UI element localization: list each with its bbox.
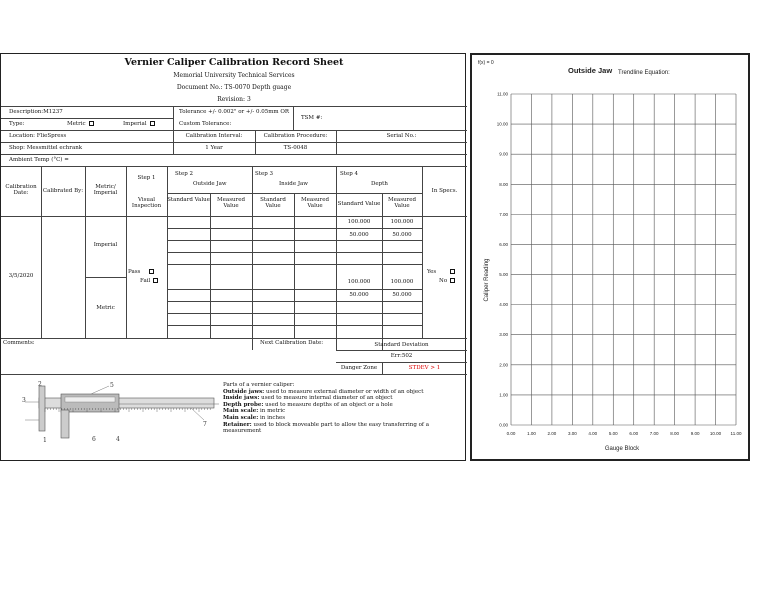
parts-item-desc: used to block moveable part to allow the easy transferring of a measurement bbox=[223, 421, 429, 435]
yes-label: Yes bbox=[427, 269, 437, 275]
serial-number[interactable]: Serial No.: bbox=[386, 133, 417, 139]
parts-description bbox=[223, 382, 463, 435]
parts-item-name: Main scale: bbox=[223, 414, 259, 421]
y-tick-label: 3.00 bbox=[499, 332, 508, 338]
procedure-label: Calibration Procedure: bbox=[263, 133, 328, 139]
trendline-label: Trendline Equation: bbox=[618, 70, 670, 76]
y-tick-label: 0.00 bbox=[499, 422, 508, 428]
chart-grid bbox=[511, 94, 736, 425]
tolerance: Tolerance +/- 0.002" or +/- 0.05mm OR bbox=[179, 109, 290, 115]
chart-formula: f(x) = 0 bbox=[478, 60, 494, 66]
y-tick-label: 8.00 bbox=[499, 181, 508, 187]
no-label: No bbox=[439, 278, 448, 284]
depth-std-3[interactable]: 100.000 bbox=[347, 279, 371, 285]
x-tick-label: 11.00 bbox=[730, 431, 742, 436]
x-tick-label: 0.00 bbox=[506, 431, 516, 436]
y-tick-label: 5.00 bbox=[499, 272, 508, 278]
fail-checkbox[interactable] bbox=[153, 278, 158, 283]
step1-header: Step 1 bbox=[137, 175, 156, 181]
description: Description:M1237 bbox=[9, 109, 63, 115]
pass-label: Pass bbox=[128, 269, 141, 275]
callout-4: 4 bbox=[116, 436, 120, 443]
x-tick-label: 7.00 bbox=[649, 431, 659, 436]
depth-std-4[interactable]: 50.000 bbox=[349, 292, 369, 298]
type-label: Type: bbox=[9, 121, 25, 127]
depth-meas-2[interactable]: 50.000 bbox=[392, 232, 412, 238]
x-tick-label: 9.00 bbox=[690, 431, 700, 436]
parts-item-name: Retainer: bbox=[223, 421, 252, 428]
metric-option[interactable] bbox=[67, 121, 94, 127]
parts-item-desc: in inches bbox=[258, 414, 286, 421]
depth-meas-1[interactable]: 100.000 bbox=[390, 219, 414, 225]
pass-option[interactable] bbox=[128, 269, 154, 275]
calibration-date-value[interactable]: 3/5/2020 bbox=[8, 273, 34, 279]
metric-row-label: Metric bbox=[96, 305, 115, 311]
in-specs-header: In Specs. bbox=[431, 188, 458, 194]
depth-measured-value-header: Measured Value bbox=[388, 197, 416, 210]
no-checkbox[interactable] bbox=[450, 278, 455, 283]
parts-item-name: Inside jaws: bbox=[223, 395, 260, 402]
parts-item-desc: in metric bbox=[258, 408, 286, 415]
x-tick-label: 6.00 bbox=[629, 431, 639, 436]
x-tick-label: 5.00 bbox=[608, 431, 618, 436]
parts-list bbox=[223, 389, 463, 435]
std-dev-label: Standard Deviation bbox=[374, 342, 429, 348]
depth-meas-3[interactable]: 100.000 bbox=[390, 279, 414, 285]
parts-item bbox=[223, 395, 463, 402]
x-tick-label: 8.00 bbox=[670, 431, 680, 436]
outside-jaw-header: Outside Jaw bbox=[193, 181, 227, 187]
step2-header: Step 2 bbox=[175, 171, 194, 177]
y-tick-label: 6.00 bbox=[499, 241, 508, 247]
y-axis-label: Caliper Reading bbox=[484, 258, 490, 302]
depth-header: Depth bbox=[371, 181, 388, 187]
id-standard-value-header: Standard Value bbox=[260, 197, 286, 210]
interval-label: Calibration Interval: bbox=[185, 133, 243, 139]
next-calibration-date[interactable]: Next Calibration Date: bbox=[260, 340, 324, 346]
document-number: Document No.: TS-0070 Depth guage bbox=[176, 84, 292, 91]
parts-item-desc: used to measure internal diameter of an object bbox=[259, 395, 393, 402]
chart-canvas bbox=[472, 55, 748, 459]
imperial-checkbox[interactable] bbox=[150, 121, 155, 126]
parts-item bbox=[223, 422, 463, 435]
y-tick-label: 7.00 bbox=[499, 211, 508, 217]
callout-5: 5 bbox=[110, 382, 114, 389]
org-name: Memorial University Technical Services bbox=[173, 72, 295, 79]
step4-header: Step 4 bbox=[340, 171, 359, 177]
visual-inspection-header: Visual Inspection bbox=[131, 197, 162, 210]
shop: Shop: Messmittel echrank bbox=[9, 145, 83, 151]
metric-imperial-header: Metric/ Imperial bbox=[93, 184, 118, 197]
yes-checkbox[interactable] bbox=[450, 269, 455, 274]
calibrated-by-header: Calibrated By: bbox=[42, 188, 84, 194]
od-standard-value-header: Standard Value bbox=[167, 197, 210, 203]
x-tick-label: 1.00 bbox=[527, 431, 536, 436]
depth-std-1[interactable]: 100.000 bbox=[347, 219, 371, 225]
callout-2: 2 bbox=[38, 381, 42, 388]
yes-option[interactable] bbox=[427, 269, 455, 275]
inside-jaw-header: Inside Jaw bbox=[279, 181, 309, 187]
fail-label: Fail bbox=[140, 278, 151, 284]
y-tick-label: 1.00 bbox=[499, 392, 508, 398]
callout-3: 3 bbox=[22, 397, 26, 404]
sheet-title: Vernier Caliper Calibration Record Sheet bbox=[124, 57, 344, 68]
tsm-number[interactable]: TSM #: bbox=[301, 115, 323, 121]
y-tick-label: 10.00 bbox=[496, 121, 508, 127]
parts-item-name: Outside jaws: bbox=[223, 388, 265, 395]
callout-7: 7 bbox=[203, 421, 207, 428]
x-axis-label: Gauge Block bbox=[604, 446, 640, 452]
chart-tick-labels bbox=[497, 92, 742, 437]
step3-header: Step 3 bbox=[255, 171, 274, 177]
parts-item bbox=[223, 408, 463, 415]
interval-value: 1 Year bbox=[205, 145, 223, 151]
revision: Revision: 3 bbox=[217, 96, 251, 103]
danger-zone-rule: STDEV > 1 bbox=[408, 365, 441, 371]
parts-item bbox=[223, 389, 463, 396]
y-tick-label: 9.00 bbox=[499, 151, 508, 157]
calibration-record-sheet bbox=[0, 53, 466, 461]
parts-item-desc: used to measure external diameter or width of an object bbox=[264, 388, 424, 395]
custom-tolerance[interactable]: Custom Tolerance: bbox=[179, 121, 232, 127]
pass-checkbox[interactable] bbox=[149, 269, 154, 274]
comments-label[interactable]: Comments: bbox=[3, 340, 35, 346]
danger-zone-label: Danger Zone bbox=[340, 365, 378, 371]
od-measured-value-header: Measured Value bbox=[217, 197, 245, 210]
x-tick-label: 2.00 bbox=[547, 431, 557, 436]
x-tick-label: 3.00 bbox=[567, 431, 577, 436]
chart-title: Outside Jaw bbox=[568, 66, 613, 75]
y-tick-label: 2.00 bbox=[499, 362, 508, 368]
callout-1: 1 bbox=[43, 437, 47, 444]
x-tick-label: 10.00 bbox=[709, 431, 722, 436]
procedure-value: TS-0048 bbox=[283, 145, 308, 151]
x-tick-label: 4.00 bbox=[588, 431, 598, 436]
depth-meas-4[interactable]: 50.000 bbox=[392, 292, 412, 298]
parts-item-name: Main scale: bbox=[223, 408, 259, 415]
parts-item-desc: used to measure depths of an object or a hole bbox=[263, 401, 393, 408]
imperial-row-label: Imperial bbox=[93, 242, 118, 248]
parts-item-name: Depth probe: bbox=[223, 401, 264, 408]
cal-date-header: Calibration Date: bbox=[5, 184, 37, 197]
outside-jaw-chart bbox=[470, 53, 750, 461]
metric-checkbox[interactable] bbox=[89, 121, 94, 126]
y-tick-label: 4.00 bbox=[499, 302, 508, 308]
id-measured-value-header: Measured Value bbox=[301, 197, 329, 210]
parts-heading: Parts of a vernier caliper: bbox=[223, 382, 295, 388]
y-tick-label: 11.00 bbox=[497, 91, 508, 97]
imperial-label: Imperial bbox=[123, 121, 147, 127]
std-dev-value: Err:502 bbox=[390, 353, 413, 359]
depth-standard-value-header: Standard Value bbox=[337, 201, 381, 207]
imperial-option[interactable] bbox=[123, 121, 155, 127]
no-option[interactable] bbox=[439, 278, 455, 284]
depth-std-2[interactable]: 50.000 bbox=[349, 232, 369, 238]
fail-option[interactable] bbox=[140, 278, 158, 284]
parts-item bbox=[223, 402, 463, 409]
ambient-temp[interactable]: Ambient Temp (°C) = bbox=[9, 157, 69, 163]
callout-6: 6 bbox=[92, 436, 96, 443]
location: Location: FlieSpress bbox=[9, 133, 67, 139]
metric-label: Metric bbox=[67, 121, 86, 127]
parts-item bbox=[223, 415, 463, 422]
vernier-caliper-illustration bbox=[21, 380, 221, 448]
